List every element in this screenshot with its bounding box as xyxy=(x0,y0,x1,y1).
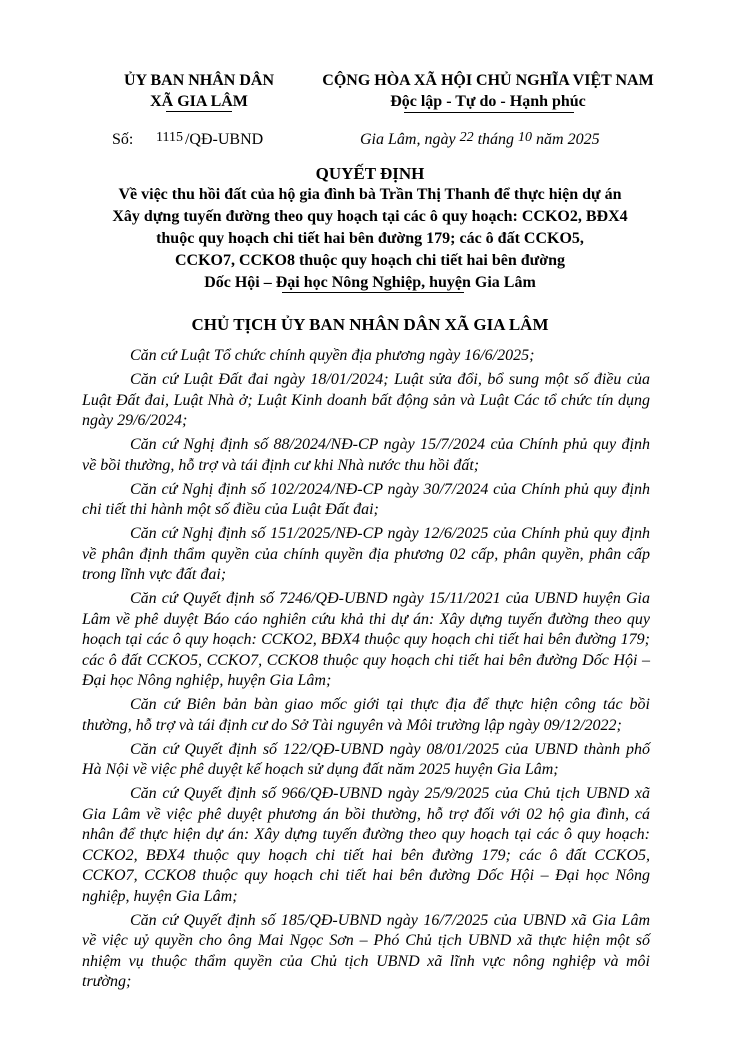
basis-paragraph: Căn cứ Quyết định số 966/QĐ-UBND ngày 25/9/2025 của Chủ tịch UBND xã Gia Lâm về việc phê duyệt phương án bồi thường, hỗ trợ đối với 02 hộ gia đình, cá nhân để thực hiện dự án: Xây dựng tuyến đường theo quy hoạch tại các ô quy hoạch: CCKO2, BĐX4 thuộc quy hoạch chi tiết hai bên đường 179; các ô đất CCKO5, CCKO7, CCKO8 thuộc quy hoạch chi tiết hai bên đường Dốc Hội – Đại học Nông nghiệp, huyện Gia Lâm; xyxy=(82,785,650,905)
subject-line: thuộc quy hoạch chi tiết hai bên đường 179; các ô đất CCKO5, xyxy=(156,230,584,247)
basis-paragraph: Căn cứ Biên bản bàn giao mốc giới tại thực địa để thực hiện công tác bồi thường, hỗ trợ và tái định cư do Sở Tài nguyên và Môi trường lập ngày 09/12/2022; xyxy=(82,696,650,734)
date-prefix: Gia Lâm, ngày xyxy=(360,131,456,148)
issuing-authority: CHỦ TỊCH ỦY BAN NHÂN DÂN XÃ GIA LÂM xyxy=(191,315,549,334)
date-year: năm 2025 xyxy=(536,131,600,148)
org-underline xyxy=(166,111,232,112)
basis-paragraph: Căn cứ Quyết định số 185/QĐ-UBND ngày 16/7/2025 của UBND xã Gia Lâm về việc uỷ quyền cho ông Mai Ngọc Sơn – Phó Chủ tịch UBND xã thực hiện một số nhiệm vụ thuộc thẩm quyền của Chủ tịch UBND xã lĩnh vực nông nghiệp và môi trường; xyxy=(82,911,650,990)
legal-basis xyxy=(82,346,650,996)
basis-paragraph: Căn cứ Quyết định số 122/QĐ-UBND ngày 08/01/2025 của UBND thành phố Hà Nội về việc phê duyệt kế hoạch sử dụng đất năm 2025 huyện Gia Lâm; xyxy=(82,740,650,778)
org-line-2: XÃ GIA LÂM xyxy=(150,93,248,110)
number-suffix: /QĐ-UBND xyxy=(184,131,264,148)
basis-paragraph: Căn cứ Luật Đất đai ngày 18/01/2024; Luật sửa đổi, bổ sung một số điều của Luật Đất đai, Luật Nhà ở; Luật Kinh doanh bất động sản và Luật Các tổ chức tín dụng ngày 29/6/2024; xyxy=(82,371,650,429)
subject-line: CCKO7, CCKO8 thuộc quy hoạch chi tiết hai bên đường xyxy=(174,252,566,269)
basis-paragraph: Căn cứ Nghị định số 151/2025/NĐ-CP ngày 12/6/2025 của Chính phủ quy định về phân định thẩm quyền của chính quyền địa phương 02 cấp, phân quyền, phân cấp trong lĩnh vực đất đai; xyxy=(82,525,650,583)
document-title: QUYẾT ĐỊNH xyxy=(315,164,425,183)
basis-paragraph: Căn cứ Luật Tổ chức chính quyền địa phương ngày 16/6/2025; xyxy=(130,347,535,364)
subject-line: Về việc thu hồi đất của hộ gia đình bà Trần Thị Thanh để thực hiện dự án xyxy=(118,186,622,203)
number-label: Số: xyxy=(112,131,134,148)
subject-underline xyxy=(282,292,464,293)
basis-paragraph: Căn cứ Nghị định số 102/2024/NĐ-CP ngày 30/7/2024 của Chính phủ quy định chi tiết thi hành một số điều của Luật Đất đai; xyxy=(82,480,650,518)
date-month: 10 xyxy=(518,130,533,145)
country-name: CỘNG HÒA XÃ HỘI CHỦ NGHĨA VIỆT NAM xyxy=(322,72,654,89)
date-day: 22 xyxy=(459,130,474,145)
subject-line: Xây dựng tuyến đường theo quy hoạch tại các ô quy hoạch: CCKO2, BĐX4 xyxy=(112,208,628,225)
basis-paragraph: Căn cứ Quyết định số 7246/QĐ-UBND ngày 15/11/2021 của UBND huyện Gia Lâm về phê duyệt Báo cáo nghiên cứu khả thi dự án: Xây dựng tuyến đường theo quy hoạch tại các ô quy hoạch: CCKO2, BĐX4 thuộc quy hoạch chi tiết hai bên đường 179; các ô đất CCKO5, CCKO7, CCKO8 thuộc quy hoạch chi tiết hai bên đường Dốc Hội – Đại học Nông nghiệp, huyện Gia Lâm; xyxy=(82,590,650,689)
document-subject xyxy=(80,184,660,294)
basis-paragraph: Căn cứ Nghị định số 88/2024/NĐ-CP ngày 15/7/2024 của Chính phủ quy định về bồi thường, hỗ trợ và tái định cư khi Nhà nước thu hồi đất; xyxy=(82,436,650,474)
issuing-organization xyxy=(104,70,294,112)
org-line-1: ỦY BAN NHÂN DÂN xyxy=(123,72,275,89)
number-value: 1115 xyxy=(156,130,183,145)
national-motto xyxy=(318,70,658,112)
date-month-label: tháng xyxy=(477,131,515,148)
motto-line: Độc lập - Tự do - Hạnh phúc xyxy=(390,93,586,110)
issue-date xyxy=(360,131,600,149)
document-number xyxy=(112,131,263,149)
motto-underline xyxy=(404,112,574,113)
subject-line: Dốc Hội – Đại học Nông Nghiệp, huyện Gia Lâm xyxy=(204,274,536,291)
